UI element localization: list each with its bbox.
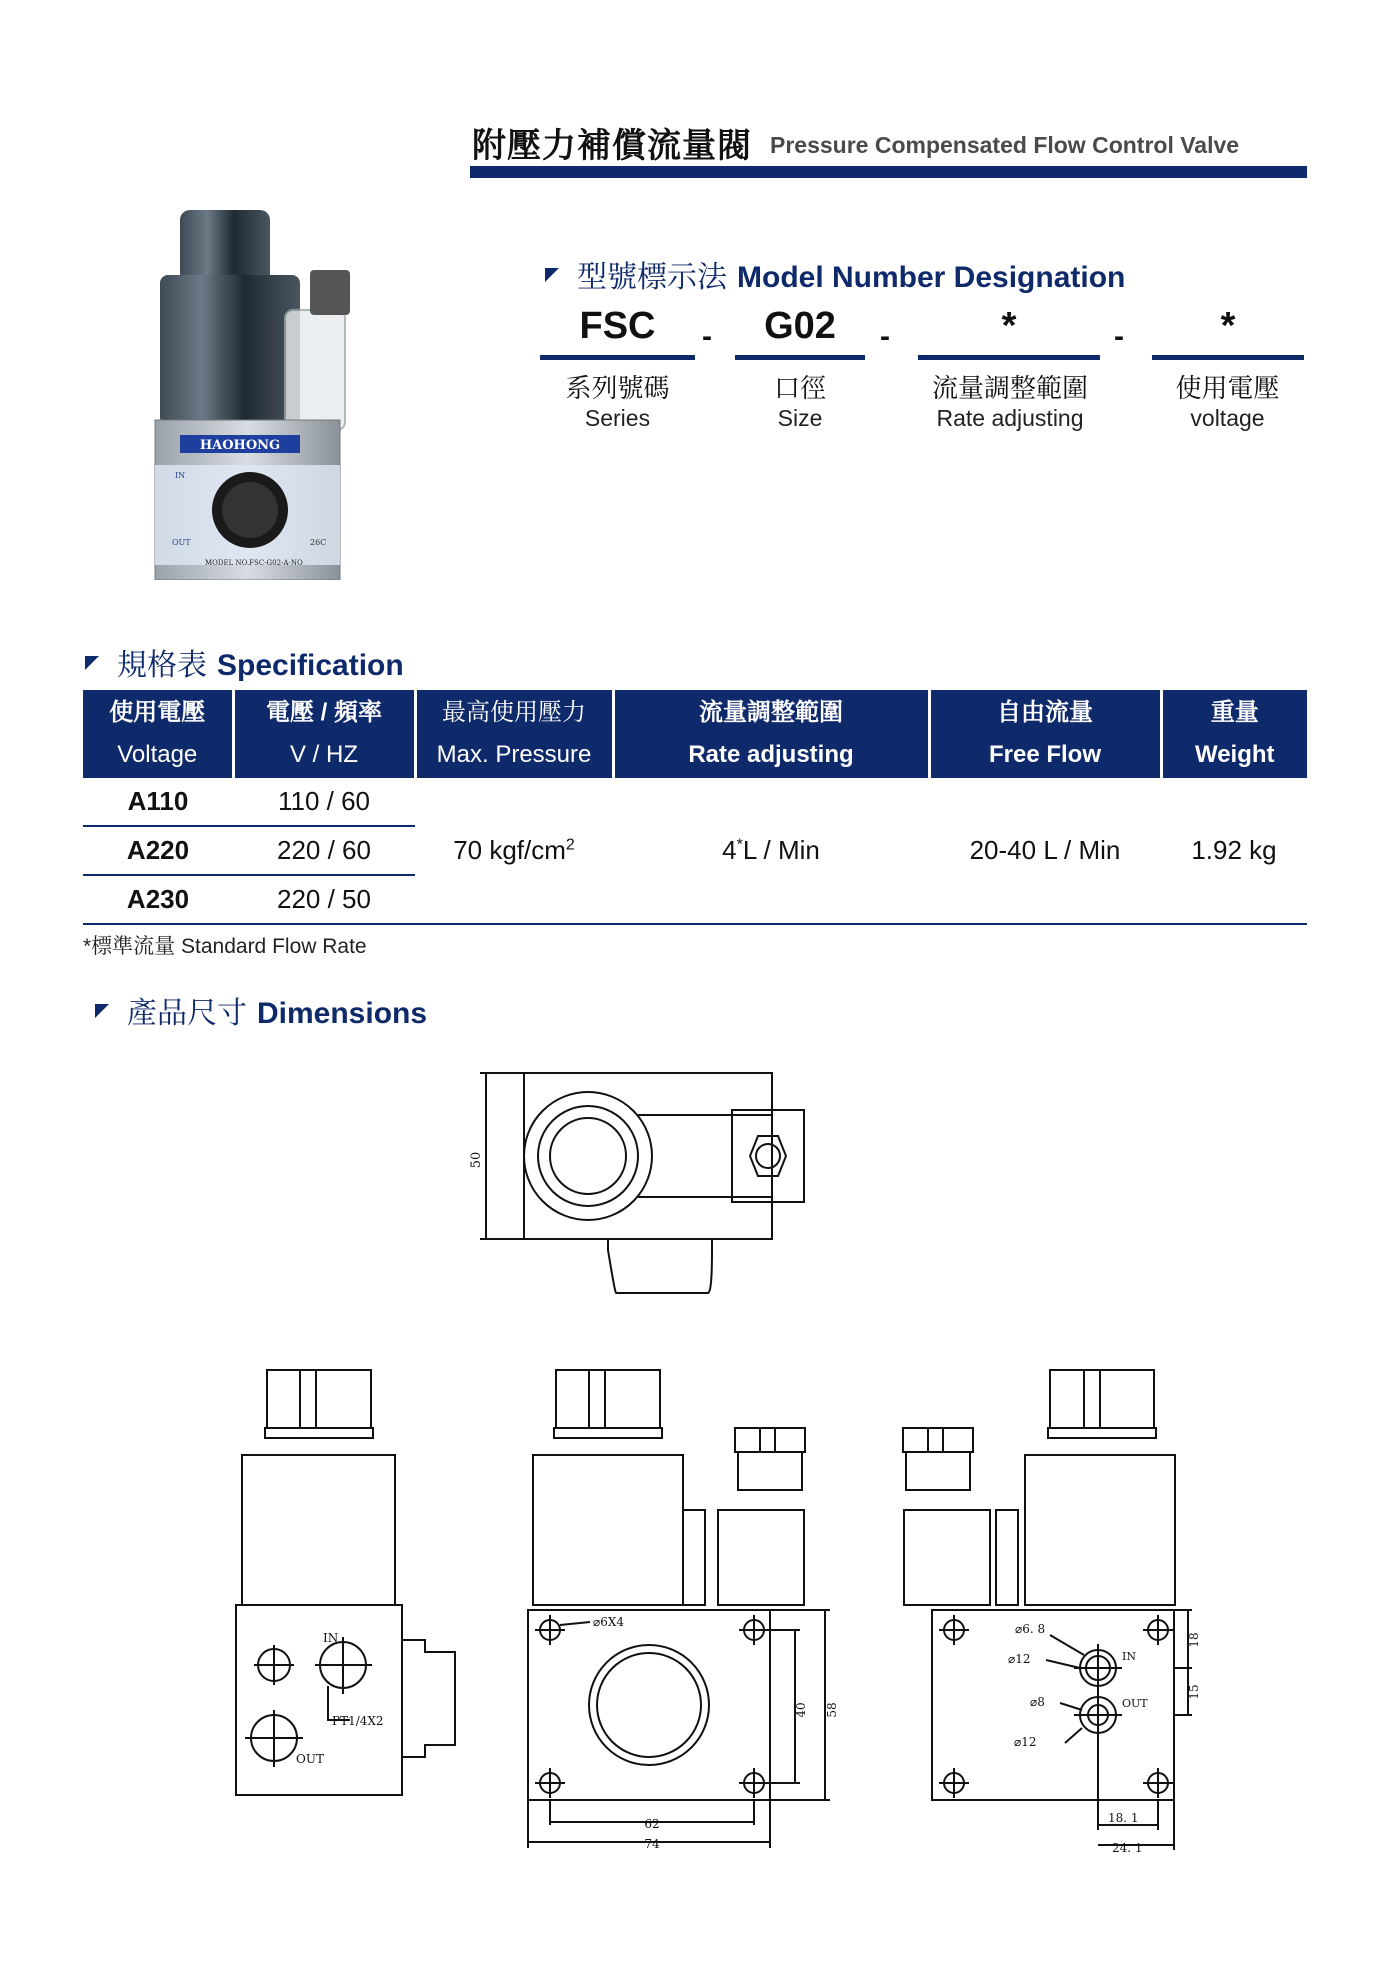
dim-label-8: ⌀8 — [1030, 1695, 1045, 1709]
dim-label-12b: ⌀12 — [1014, 1735, 1037, 1749]
spec-header-vhz: 電壓 / 頻率 V / HZ — [233, 690, 415, 778]
page-title-en: Pressure Compensated Flow Control Valve — [770, 132, 1240, 158]
dim-label-74: 74 — [644, 1837, 660, 1851]
model-label-series-en: Series — [584, 405, 651, 431]
dim-label-out-right: OUT — [1122, 1697, 1148, 1710]
model-label-series-cn: 系列號碼 — [565, 373, 670, 403]
front-view-drawing — [528, 1370, 839, 1851]
dimensions-title: 產品尺寸 Dimensions — [95, 988, 427, 1032]
spec-header-max-pressure: 最高使用壓力 Max. Pressure — [415, 690, 613, 778]
model-label-rate-en: Rate adjusting — [936, 405, 1084, 431]
dim-label-pt: PT1/4X2 — [332, 1714, 384, 1728]
spec-cell-weight: 1.92 kg — [1161, 778, 1307, 924]
model-separator-1: - — [702, 320, 712, 353]
spec-cell-voltage: A220 — [83, 826, 233, 875]
model-label-size-en: Size — [777, 405, 823, 431]
model-separator-2: - — [880, 320, 890, 353]
model-code-series: FSC — [579, 305, 656, 347]
spec-cell-voltage: A230 — [83, 875, 233, 924]
model-label-size-cn: 口徑 — [773, 373, 826, 403]
model-code-voltage: * — [1220, 305, 1236, 347]
model-label-voltage-en: voltage — [1190, 405, 1265, 431]
dim-label-12a: ⌀12 — [1008, 1652, 1031, 1666]
dim-label-in-left: IN — [323, 1631, 339, 1645]
spec-cell-free-flow: 20-40 L / Min — [929, 778, 1161, 924]
dim-label-6-8: ⌀6. 8 — [1015, 1622, 1046, 1636]
spec-cell-voltage: A110 — [83, 778, 233, 826]
model-code-size: G02 — [764, 305, 836, 347]
spec-cell-vhz: 110 / 60 — [233, 778, 415, 826]
model-label-voltage-cn: 使用電壓 — [1175, 373, 1280, 403]
page-title-cn: 附壓力補償流量閥 — [472, 127, 752, 165]
dim-label-40: 40 — [794, 1702, 808, 1718]
photo-model-label: MODEL NO.FSC-G02-A-NO — [205, 559, 303, 567]
top-view-drawing — [469, 1073, 804, 1293]
spec-cell-vhz: 220 / 60 — [233, 826, 415, 875]
photo-label-out: OUT — [172, 538, 191, 547]
dim-label-15: 15 — [1187, 1684, 1201, 1700]
dim-label-50: 50 — [469, 1151, 484, 1169]
spec-cell-rate: 4*L / Min — [613, 778, 929, 924]
dim-label-62: 62 — [644, 1817, 660, 1831]
photo-brand: HAOHONG — [199, 438, 281, 453]
dim-label-out-left: OUT — [296, 1752, 324, 1766]
model-label-rate-cn: 流量調整範圍 — [931, 373, 1088, 403]
spec-header-free-flow: 自由流量 Free Flow — [929, 690, 1161, 778]
photo-label-in: IN — [175, 471, 186, 480]
spec-header-weight: 重量 Weight — [1161, 690, 1307, 778]
side-view-right-drawing — [903, 1370, 1201, 1855]
dim-label-58: 58 — [825, 1702, 839, 1718]
spec-cell-vhz: 220 / 50 — [233, 875, 415, 924]
model-code-rate: * — [1001, 305, 1017, 347]
spec-header-voltage: 使用電壓 Voltage — [83, 690, 233, 778]
spec-cell-max-pressure: 70 kgf/$cm^2$ — [415, 778, 613, 924]
photo-label-26c: 26C — [310, 538, 327, 547]
model-designation-title: 型號標示法 Model Number Designation — [545, 252, 1125, 296]
side-view-left-drawing — [236, 1370, 455, 1795]
dim-label-24-1: 24. 1 — [1112, 1841, 1143, 1855]
specification-title: 規格表 Specification — [85, 640, 404, 684]
dim-label-in-right: IN — [1122, 1650, 1136, 1663]
dim-label-18-1: 18. 1 — [1108, 1811, 1139, 1825]
model-separator-3: - — [1114, 320, 1124, 353]
dim-label-18: 18 — [1187, 1632, 1201, 1648]
dim-label-hole: ⌀6X4 — [593, 1615, 625, 1629]
spec-header-rate: 流量調整範圍 Rate adjusting — [613, 690, 929, 778]
spec-footnote: *標準流量 Standard Flow Rate — [83, 935, 367, 958]
